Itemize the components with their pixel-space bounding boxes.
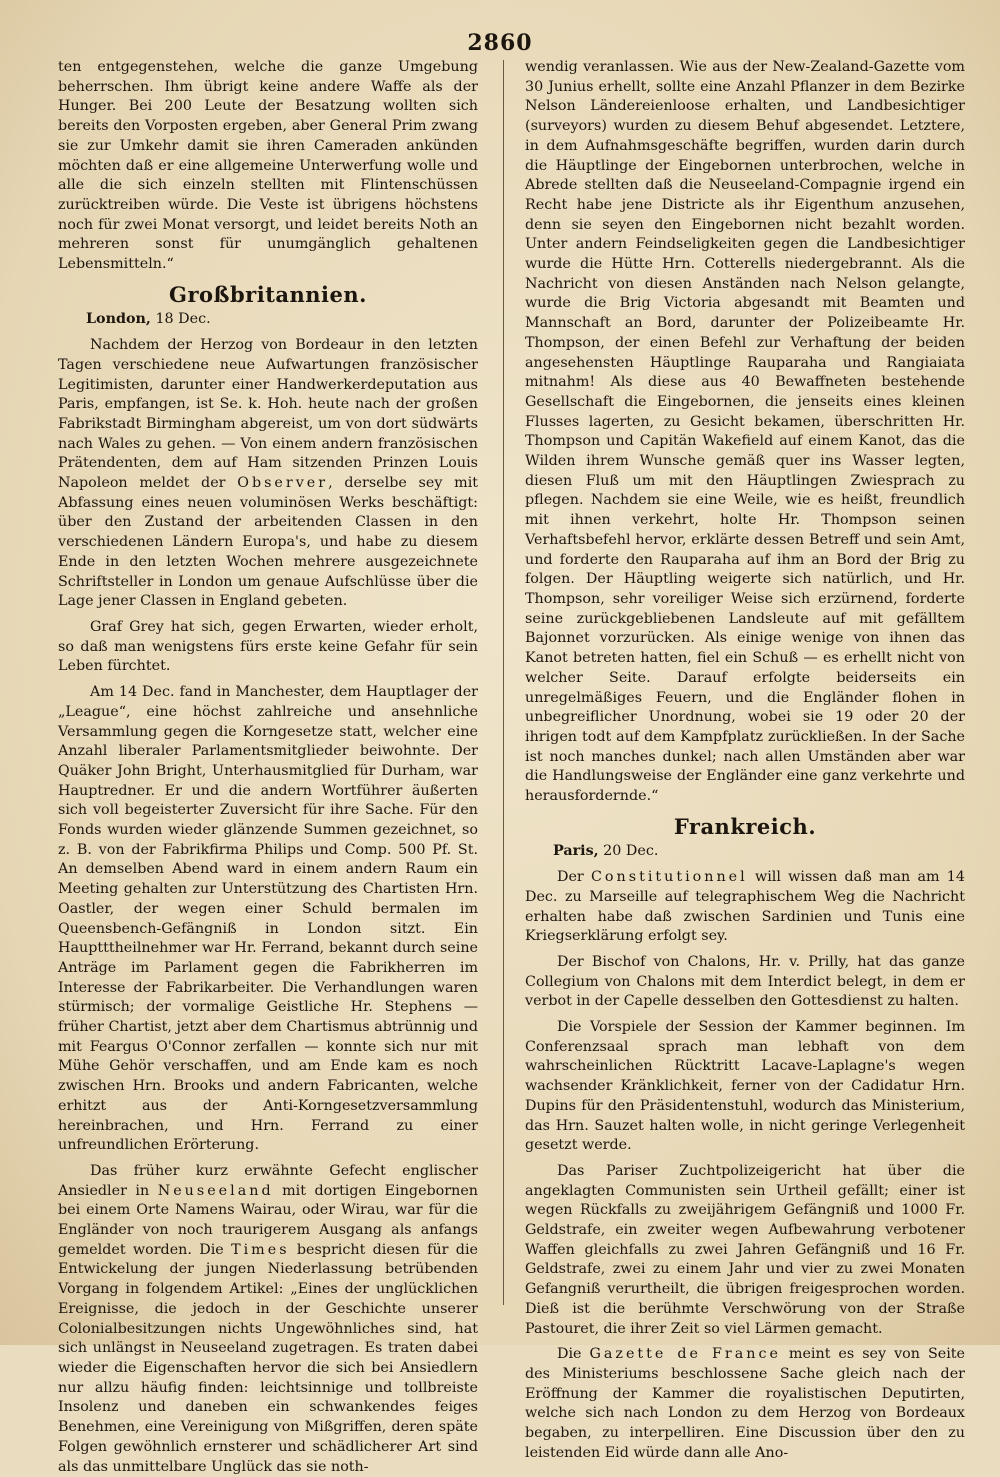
newspaper-name: Observer bbox=[237, 475, 329, 492]
paragraph-text: Das früher kurz erwähnte Gefecht englischer Ansiedler in bbox=[58, 1162, 478, 1199]
newspaper-name: Times bbox=[231, 1241, 290, 1258]
paragraph-session: Die Vorspiele der Session der Kammer beginnen. Im Conferenzsaal sprach man lebhaft von dem wahrscheinlichen Rücktritt Lacave-Laplagne's wegen wachsender Kränklichkeit, ferner von der Cadidatur Hrn. Dupins für den Präsidentenstuhl, wodurch das Ministerium, das Hrn. Sauzet halten wolle, in nicht geringe Verlegenheit gesetzt werde. bbox=[525, 1019, 965, 1154]
dateline-place: London, bbox=[86, 311, 151, 328]
article-continuation-spain: ten entgegenstehen, welche die ganze Umgebung beherrschen. Ihm übrigt keine andere Waffe als der Hunger. Bei 200 Leute der Besatzung wollten sich bereits den Vorposten ergeben, aber General Prim zwang sie zur Umkehr damit sie ihren Cameraden ankünden möchten daß er eine allgemeine Unterwerfung wolle und alle die sich einzeln stellten mit Flintenschüssen zurücktreiben würde. Die Veste ist übrigens höchstens noch für zwei Monat versorgt, und leidet bereits Noth an mehreren sonst für unumgänglich gehaltenen Lebensmitteln.“ bbox=[58, 59, 478, 273]
article-continuation-neuseeland: wendig veranlassen. Wie aus der New-Zealand-Gazette vom 30 Junius erhellt, sollte eine Anzahl Pflanzer in dem Bezirke Nelson Ländereienloose erhalten, und Landbesichtiger (surveyors) wurden zu diesem Behuf abgesendet. Letztere, in dem Aufnahmsgeschäfte begriffen, wurden darin durch die Häuptlinge der Eingebornen unterbrochen, welche in Abrede stellten daß die Neuseeland-Compagnie irgend ein Recht habe jene Districte als ihr Eigenthum anzusehen, denn sie seyen den Eingebornen nicht bezahlt worden. Unter andern Feindseligkeiten gegen die Landbesichtiger wurde die Hütte Hrn. Cotterells niedergebrannt. Als die Nachricht von diesen Anständen nach Nelson gelangte, wurde die Brig Victoria abgesandt mit Beamten und Mannschaft an Bord, darunter der Polizeibeamte Hr. Thompson, der einen Befehl zur Verhaftung der beiden angesehensten Häuptlinge Rauparaha und Rangiaiata mitnahm! Als diese aus 40 Bewaffneten bestehende Gesellschaft die Eingebornen, die jenseits eines kleinen Flusses lagerten, zu Gesicht bekamen, überschritten Hr. Thompson und Capitän Wakefield auf einem Kanot, das die Wilden ihrem Wunsche gemäß quer ins Wasser legten, diesen Fluß um mit den Häuptlingen Zwiesprach zu pflegen. Nachdem sie eine Weile, wie es heißt, freundlich mit ihnen verkehrt, holte Hr. Thompson seinen Verhaftsbefehl hervor, erklärte dessen Betreff und sein Amt, und forderte den Rauparaha auf ihm an Bord der Brig zu folgen. Der Häuptling weigerte sich natürlich, und Hr. Thompson, sehr voreiliger Weise sich erzürnend, forderte seine zurückgebliebenen Landsleute auf mit gefälltem Bajonnet vorzurücken. Als einige wenige von ihnen das Kanot betreten hatten, fiel ein Schuß — es erhellt nicht von welcher Seite. Darauf erfolgte beiderseits ein unregelmäßiges Feuern, und die Engländer flohen in unbegreiflicher Unordnung, wobei sie 19 oder 20 der ihrigen todt auf dem Kampfplatz zurückließen. In der Sache ist noch manches dunkel; nach allen Umständen aber war die Handlungsweise der Engländer eine ganz verkehrte und herausfordernde.“ bbox=[525, 59, 965, 805]
page-number: 2860 bbox=[467, 30, 533, 56]
paragraph-zuchtpolizei: Das Pariser Zuchtpolizeigericht hat über die angeklagten Communisten sein Urtheil gefällt; einer ist wegen Rückfalls zu zweijährigem Gefängniß und 1000 Fr. Geldstrafe, ein zweiter wegen Aufbewahrung verbotener Waffen gleichfalls zu zwei Jahren Gefängniß und 16 Fr. Geldstrafe, zwei zu einem Jahr und vier zu zwei Monaten Gefangniß verurtheilt, die übrigen freigesprochen worden. Dieß ist die berühmte Verschwörung von der Straße Pastouret, die ihrer Zeit so viel Lärmen gemacht. bbox=[525, 1162, 965, 1337]
paragraph-constitutionnel bbox=[525, 868, 965, 947]
paragraph-text: Nachdem der Herzog von Bordeaur in den letzten Tagen verschiedene neue Aufwartungen französischer Legitimisten, darunter einer Handwerkerdeputation aus Paris, empfangen, ist Se. k. Hoh. heute nach der großen Fabrikstadt Birmingham abgereist, um von dort südwärts nach Wales zu gehen. — Von einem andern französischen Prätendenten, dem auf Ham sitzenden Prinzen Louis Napoleon meldet der bbox=[58, 337, 478, 492]
paragraph-grey: Graf Grey hat sich, gegen Erwarten, wieder erholt, so daß man wenigstens fürs erste keine Gefahr für sein Leben fürchtet. bbox=[58, 618, 478, 675]
section-title-grossbritannien: Großbritannien. bbox=[169, 281, 367, 307]
dateline-date: 20 Dec. bbox=[603, 843, 659, 860]
dateline-paris bbox=[525, 842, 965, 862]
paragraph-neuseeland bbox=[58, 1162, 478, 1477]
place-name: Neuseeland bbox=[157, 1182, 274, 1199]
paragraph-bordeaux bbox=[58, 336, 478, 612]
paragraph-bischof: Der Bischof von Chalons, Hr. v. Prilly, hat das ganze Collegium von Chalons mit dem Interdict belegt, in dem er verbot in der Capelle desselben den Gottesdienst zu halten. bbox=[525, 953, 965, 1010]
dateline-london bbox=[58, 310, 478, 330]
paragraph-gazette bbox=[525, 1345, 965, 1463]
dateline-place: Paris, bbox=[553, 843, 599, 860]
left-column bbox=[58, 58, 478, 1477]
paragraph-text: meint es sey von Seite des Ministeriums beschlossene Sache gleich nach der Eröffnung der Kammer die royalistischen Deputirten, welche sich nach London zu dem Herzog von Bordeaux begaben, zu interpelliren. Eine Discussion über den zu leistenden Eid würde dann alle Ano- bbox=[525, 1346, 965, 1461]
paragraph-text: mit dortigen Eingebornen bei einem Orte Namens Wairau, oder Wirau, war für die Engländer von noch traurigerem Ausgang als anfangs gemeldet worden. Die bbox=[58, 1182, 478, 1258]
paragraph-text: Der bbox=[557, 869, 591, 886]
dateline-date: 18 Dec. bbox=[155, 311, 211, 328]
paragraph-text: bespricht diesen für die Entwickelung der jungen Niederlassung betrübenden Vorgang in folgendem Artikel: „Eines der unglücklichen Ereignisse, die jedoch in der Geschichte unserer Colonialbesitzungen nichts Ungewöhnliches sind, hat sich unlängst in Neuseeland zugetragen. Es traten dabei wieder die Eigenschaften hervor die sich bei Ansiedlern nur allzu häufig finden: leichtsinnige und tollbreiste Insolenz und daneben ein schwankendes feiges Benehmen, eine Vereinigung von Mißgriffen, deren späte Folgen gewöhnlich ernsterer und schädlicherer Art sind als das unmittelbare Unglück das sie noth- bbox=[58, 1241, 478, 1475]
paragraph-text: will wissen daß man am 14 Dec. zu Marseille auf telegraphischem Weg die Nachricht erhalten habe daß zwischen Sardinien und Tunis eine Kriegserklärung erfolgt sey. bbox=[525, 869, 965, 945]
paragraph-manchester: Am 14 Dec. fand in Manchester, dem Hauptlager der „League“, eine höchst zahlreiche und ansehnliche Versammlung gegen die Korngesetze statt, welcher eine Anzahl liberaler Parlamentsmitglieder beiwohnte. Der Quäker John Bright, Unterhausmitglied für Durham, war Hauptredner. Er und die andern Wortführer äußerten sich voll begeisterter Zuversicht für ihre Sache. Für den Fonds wurden wieder glänzende Summen gezeichnet, so z. B. von der Fabrikfirma Philips und Comp. 500 Pf. St. An demselben Abend ward in einem andern Raum ein Meeting gehalten zur Unterstützung des Chartisten Hrn. Oastler, der wegen einer Schuld bermalen im Queensbench-Gefängniß in London sitzt. Ein Hauptttheilnehmer war Hr. Ferrand, bekannt durch seine Anträge im Parlament gegen die Fabrikherren im Interesse der Fabrikarbeiter. Die Verhandlungen waren stürmisch; der vormalige Geistliche Hr. Stephens — früher Chartist, jetzt aber dem Chartismus abtrünnig und mit Feargus O'Connor zerfallen — konnte sich nur mit Mühe Gehör verschaffen, und am Ende kam es noch zwischen Hrn. Brooks und andern Fabricanten, welche erhitzt aus der Anti-Korngesetzversammlung hereinbrachen, und Hrn. Ferrand zu einer unfreundlichen Erörterung. bbox=[58, 684, 478, 1154]
paragraph-text: , derselbe sey mit Abfassung eines neuen voluminösen Werks beschäftigt: über den Zustand der arbeitenden Classen in den verschiedenen Ländern Europa's, und habe zu diesem Ende in den letzten Wochen mehrere ausgezeichnete Schriftsteller in London um genaue Aufschlüsse über die Lage jener Classen in England gebeten. bbox=[58, 475, 479, 610]
paragraph-text: Die bbox=[557, 1346, 590, 1363]
right-column bbox=[525, 58, 965, 1464]
column-divider bbox=[503, 60, 504, 1305]
newspaper-name: Constitutionnel bbox=[590, 869, 748, 886]
newspaper-name: Gazette de France bbox=[589, 1346, 781, 1363]
section-title-frankreich: Frankreich. bbox=[673, 813, 817, 839]
